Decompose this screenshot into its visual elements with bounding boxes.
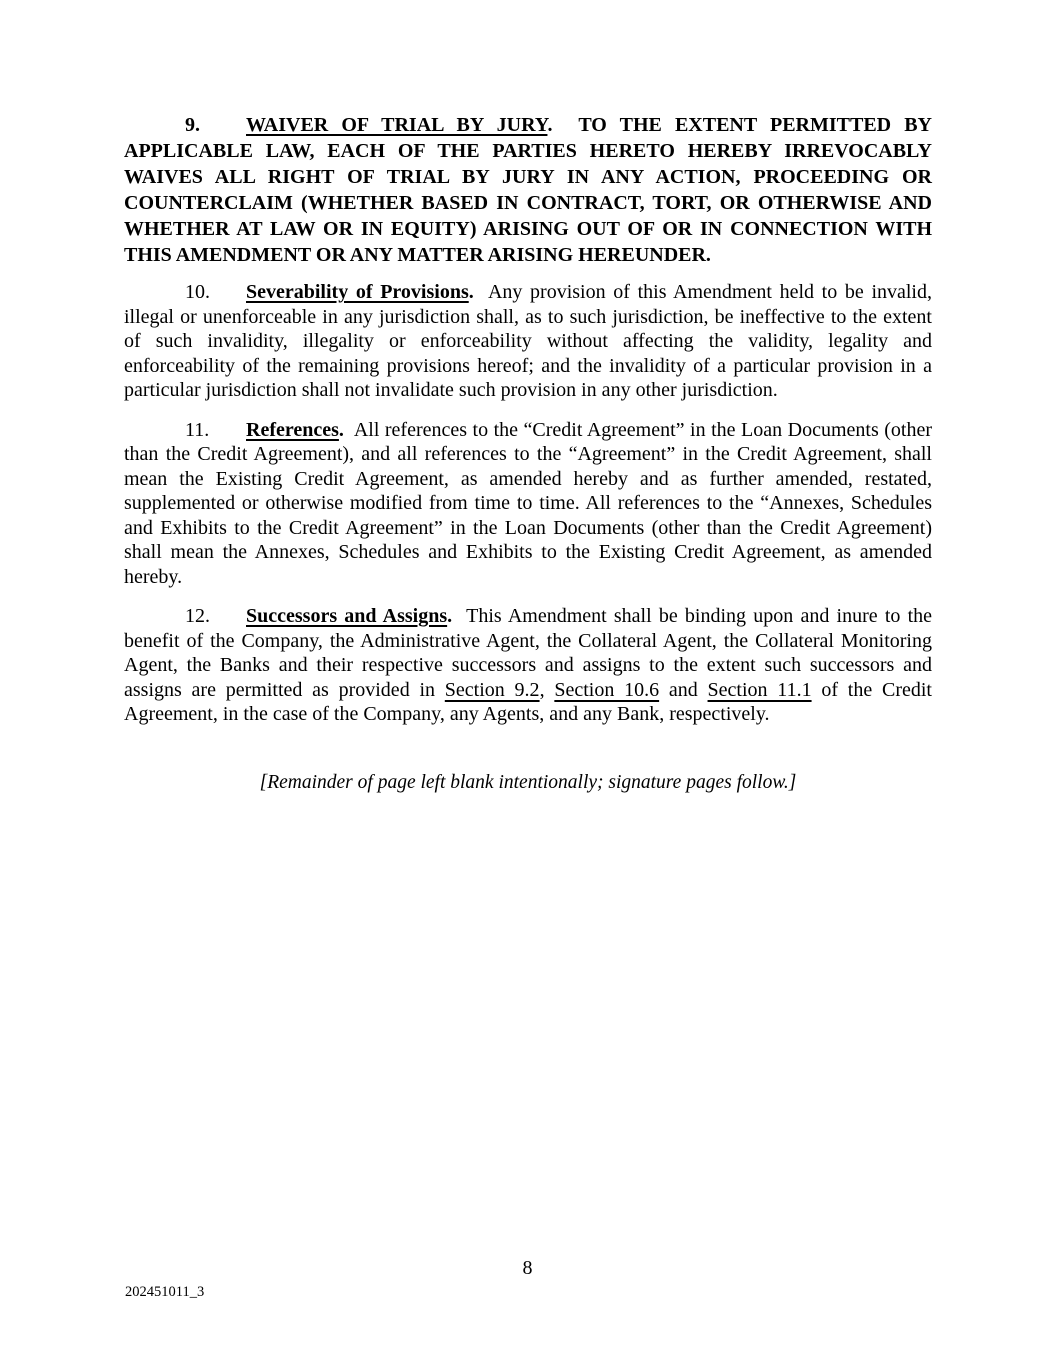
section-12-body-part-1: This Amendment shall be binding upon and inure to the benefit of the Company, the Administrative Agent, the Collateral Agent, the Collateral Monitoring Agent, the Banks and their respective successors and assigns to the extent such successors and assigns are permitted as provided in: [124, 605, 933, 701]
section-12-heading-period: .: [447, 605, 453, 627]
section-12-body-part-3: and: [659, 678, 708, 701]
section-9-heading-period: .: [547, 114, 553, 136]
section-11-heading-period: .: [338, 418, 344, 441]
remainder-blank-notice: [Remainder of page left blank intentionally; signature pages follow.]: [259, 771, 797, 793]
section-10-paragraph: [124, 280, 932, 403]
section-10-body: Any provision of this Amendment held to be invalid, illegal or unenforceable in any jurisdiction shall, as to such jurisdiction, be ineffective to the extent of such invalidity, illegality or enforceability without affecting the validity, legality and enforceability of the remaining provisions hereof; and the invalidity of a particular provision in a particular jurisdiction shall not invalidate such provision in any other jurisdiction.: [124, 281, 932, 401]
section-reference-11-1: Section 11.1: [707, 678, 812, 701]
page-number: 8: [522, 1257, 533, 1279]
document-body: [124, 112, 932, 794]
section-9-body: TO THE EXTENT PERMITTED BY APPLICABLE LAW, EACH OF THE PARTIES HERETO HEREBY IRREVOCABLY WAIVES ALL RIGHT OF TRIAL BY JURY IN ANY ACTION, PROCEEDING OR COUNTERCLAIM (WHETHER BASED IN CONTRACT, TORT, OR OTHERWISE AND WHETHER AT LAW OR IN EQUITY) ARISING OUT OF OR IN CONNECTION WITH THIS AMENDMENT OR ANY MATTER ARISING HEREUNDER.: [124, 114, 932, 266]
section-11-body: All references to the “Credit Agreement” in the Loan Documents (other than the Credit Agreement), and all references to the “Agreement” in the Credit Agreement, shall mean the Existing Credit Agreement, as amended hereby and as further amended, restated, supplemented or otherwise modified from time to time. All references to the “Annexes, Schedules and Exhibits to the Credit Agreement” in the Loan Documents (other than the Credit Agreement) shall mean the Annexes, Schedules and Exhibits to the Existing Credit Agreement, as amended hereby.: [124, 418, 932, 588]
section-reference-9-2: Section 9.2: [444, 678, 540, 701]
section-10-heading-period: .: [468, 281, 474, 303]
section-10-number: 10.: [185, 281, 210, 303]
section-reference-10-6: Section 10.6: [554, 678, 660, 701]
section-12-paragraph: [124, 604, 932, 727]
document-id: 202451011_3: [125, 1284, 205, 1300]
section-11-paragraph: [124, 418, 932, 590]
section-9-number: 9.: [185, 114, 200, 136]
section-12-body-part-4: of the Credit Agreement, in the case of the Company, any Agents, and any Bank, respectively.: [124, 678, 932, 725]
section-9-heading: WAIVER OF TRIAL BY JURY: [246, 114, 548, 136]
section-10-heading: Severability of Provisions: [246, 281, 469, 303]
section-12-heading: Successors and Assigns: [246, 605, 448, 627]
section-12-body-part-2: ,: [539, 678, 555, 701]
section-11-heading: References: [246, 418, 339, 441]
section-11-number: 11.: [185, 418, 210, 441]
section-12-number: 12.: [185, 605, 210, 627]
section-9-paragraph: [124, 112, 932, 268]
